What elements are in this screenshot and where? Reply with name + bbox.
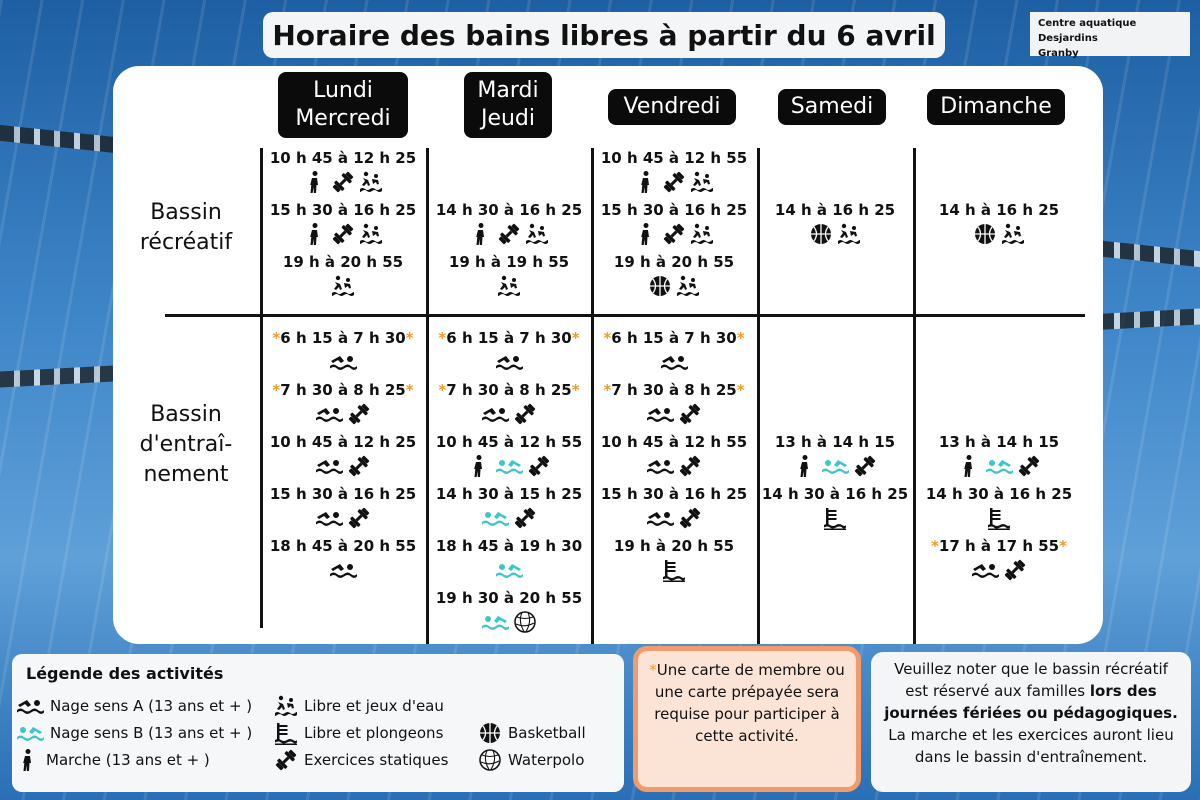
- slot-icons: [429, 452, 589, 479]
- legend-label: Marche (13 ans et + ): [46, 751, 210, 769]
- waterpolo-icon: [513, 610, 537, 634]
- slot-time: [755, 484, 915, 504]
- dumbbell-icon: [347, 454, 371, 478]
- slot-icons: [919, 504, 1079, 531]
- swim-a-icon: [329, 558, 357, 582]
- slot-icons: [429, 272, 589, 299]
- water-play-icon: [837, 222, 861, 246]
- schedule-slot: [429, 484, 589, 531]
- slot-icons: [263, 556, 423, 583]
- swim-a-icon: [315, 454, 343, 478]
- swim-b-icon: [985, 454, 1013, 478]
- slot-time: [594, 536, 754, 556]
- swim-a-icon: [646, 506, 674, 530]
- slot-icons: [263, 400, 423, 427]
- dumbbell-icon: [853, 454, 877, 478]
- note-asterisk: *: [649, 661, 657, 679]
- slot-icons: [429, 504, 589, 531]
- slot-time: [263, 328, 423, 348]
- slot-time-text: 7 h 30 à 8 h 25: [280, 381, 406, 399]
- slot-time: [755, 432, 915, 452]
- diving-icon: [274, 721, 298, 745]
- logo-city: Granby: [1038, 48, 1079, 59]
- slot-icons: [594, 556, 754, 583]
- schedule-slot: [263, 148, 423, 195]
- day-line2: Jeudi: [480, 106, 536, 131]
- dumbbell-icon: [527, 454, 551, 478]
- dumbbell-icon: [513, 506, 537, 530]
- row-label-line: Bassin: [150, 200, 222, 225]
- dumbbell-icon: [662, 222, 686, 246]
- row-label-line: d'entraî-: [139, 432, 233, 457]
- slot-time: [263, 200, 423, 220]
- slot-time-text: 14 h à 16 h 25: [774, 201, 896, 219]
- slot-icons: [263, 504, 423, 531]
- slot-time-text: 14 h à 16 h 25: [938, 201, 1060, 219]
- dumbbell-icon: [1003, 558, 1027, 582]
- slot-time: [594, 252, 754, 272]
- walk-icon: [303, 170, 327, 194]
- member-required-star: *: [1059, 537, 1067, 555]
- slot-time: [429, 380, 589, 400]
- legend-label: Nage sens B (13 ans et + ): [50, 724, 253, 742]
- swim-a-icon: [315, 506, 343, 530]
- slot-time-text: 14 h 30 à 16 h 25: [761, 485, 909, 503]
- slot-time-text: 19 h à 19 h 55: [448, 253, 570, 271]
- swim-b-icon: [495, 558, 523, 582]
- slot-icons: [919, 556, 1079, 583]
- legend-label: Libre et jeux d'eau: [304, 697, 444, 715]
- walk-icon: [634, 170, 658, 194]
- schedule-slot: [429, 380, 589, 427]
- families-note-bold: lors des journées fériées ou pédagogiques.: [884, 682, 1178, 722]
- row-label-line: Bassin: [150, 402, 222, 427]
- legend-item-swim-b: [16, 721, 252, 745]
- dumbbell-icon: [513, 402, 537, 426]
- slot-time-text: 15 h 30 à 16 h 25: [600, 485, 748, 503]
- row-label-line: récréatif: [139, 230, 233, 255]
- slot-time: [594, 328, 754, 348]
- dumbbell-icon: [331, 222, 355, 246]
- schedule-slot: [594, 432, 754, 479]
- schedule-slot: [263, 380, 423, 427]
- basketball-icon: [973, 222, 997, 246]
- water-play-icon: [274, 694, 298, 718]
- member-required-star: *: [405, 329, 414, 347]
- walk-icon: [634, 222, 658, 246]
- slot-time-text: 14 h 30 à 16 h 25: [435, 201, 583, 219]
- row-label-line: nement: [143, 462, 229, 487]
- legend-label: Nage sens A (13 ans et + ): [50, 697, 253, 715]
- schedule-slot: [429, 588, 589, 635]
- dumbbell-icon: [678, 402, 702, 426]
- schedule-slot: [429, 328, 589, 375]
- slot-time: [429, 328, 589, 348]
- legend-label: Exercices statiques: [304, 751, 449, 769]
- swim-b-icon: [481, 506, 509, 530]
- logo-name: Centre aquatique Desjardins: [1038, 18, 1137, 44]
- member-card-note: [633, 646, 861, 792]
- slot-icons: [594, 452, 754, 479]
- slot-time-text: 13 h à 14 h 15: [774, 433, 896, 451]
- slot-time-text: 18 h 45 à 19 h 30: [435, 537, 583, 555]
- member-required-star: *: [603, 329, 612, 347]
- water-play-icon: [676, 274, 700, 298]
- page-title: Horaire des bains libres à partir du 6 avril: [263, 12, 945, 58]
- schedule-slot: [594, 328, 754, 375]
- slot-time: [594, 484, 754, 504]
- member-required-star: *: [438, 329, 447, 347]
- day-header-vendredi: [608, 89, 736, 125]
- schedule-slot: [263, 200, 423, 247]
- waterpolo-icon: [478, 748, 502, 772]
- slot-time-text: 6 h 15 à 7 h 30: [446, 329, 572, 347]
- slot-time: [594, 200, 754, 220]
- dumbbell-icon: [678, 454, 702, 478]
- dumbbell-icon: [662, 170, 686, 194]
- member-required-star: *: [931, 537, 939, 555]
- slot-icons: [594, 400, 754, 427]
- slot-time: [429, 432, 589, 452]
- slot-time: [594, 432, 754, 452]
- water-play-icon: [359, 170, 383, 194]
- slot-icons: [263, 220, 423, 247]
- schedule-slot: [594, 536, 754, 583]
- legend-item-walk: [16, 748, 210, 772]
- member-required-star: *: [438, 381, 447, 399]
- swim-a-icon: [660, 350, 688, 374]
- slot-time-text: 10 h 45 à 12 h 25: [269, 149, 417, 167]
- day-header-lundi-mercredi: [278, 72, 408, 138]
- slot-time: [263, 148, 423, 168]
- slot-icons: [755, 504, 915, 531]
- slot-time: [919, 536, 1079, 556]
- slot-icons: [594, 504, 754, 531]
- slot-time-text: 18 h 45 à 20 h 55: [269, 537, 417, 555]
- swim-a-icon: [315, 402, 343, 426]
- slot-time-text: 19 h à 20 h 55: [613, 253, 735, 271]
- schedule-slot: [429, 252, 589, 299]
- day-line1: Dimanche: [940, 94, 1052, 119]
- slot-time: [919, 200, 1079, 220]
- slot-time-text: 15 h 30 à 16 h 25: [269, 201, 417, 219]
- families-note: [871, 652, 1191, 792]
- water-play-icon: [525, 222, 549, 246]
- legend-item-basketball: [478, 721, 586, 745]
- day-line1: Mardi: [477, 78, 539, 103]
- day-line1: Lundi: [313, 78, 373, 103]
- swim-a-icon: [495, 350, 523, 374]
- swim-a-icon: [646, 402, 674, 426]
- legend-label: Basketball: [508, 724, 586, 742]
- slot-icons: [429, 348, 589, 375]
- schedule-slot: [594, 252, 754, 299]
- slot-icons: [919, 220, 1079, 247]
- slot-time-text: 10 h 45 à 12 h 55: [435, 433, 583, 451]
- member-required-star: *: [736, 381, 745, 399]
- slot-icons: [594, 168, 754, 195]
- row-label-entrainement: [123, 400, 249, 490]
- schedule-slot: [755, 432, 915, 479]
- day-line1: Vendredi: [623, 94, 721, 119]
- schedule-slot: [263, 484, 423, 531]
- legend-item-water-play: [274, 694, 444, 718]
- legend-title: Légende des activités: [26, 664, 224, 683]
- slot-time: [594, 380, 754, 400]
- slot-time: [919, 484, 1079, 504]
- slot-icons: [755, 220, 915, 247]
- schedule-slot: [429, 200, 589, 247]
- slot-icons: [263, 168, 423, 195]
- schedule-slot: [429, 536, 589, 583]
- swim-b-icon: [821, 454, 849, 478]
- walk-icon: [793, 454, 817, 478]
- member-required-star: *: [272, 329, 281, 347]
- walk-icon: [303, 222, 327, 246]
- slot-time: [263, 484, 423, 504]
- slot-time-text: 15 h 30 à 16 h 25: [269, 485, 417, 503]
- dumbbell-icon: [678, 506, 702, 530]
- slot-time: [755, 200, 915, 220]
- schedule-slot: [429, 432, 589, 479]
- slot-time-text: 10 h 45 à 12 h 55: [600, 433, 748, 451]
- walk-icon: [957, 454, 981, 478]
- slot-time-text: 19 h à 20 h 55: [613, 537, 735, 555]
- member-required-star: *: [272, 381, 281, 399]
- logo: [1030, 12, 1190, 59]
- slot-time-text: 15 h 30 à 16 h 25: [600, 201, 748, 219]
- diving-icon: [662, 558, 686, 582]
- walk-icon: [16, 748, 40, 772]
- schedule-slot: [263, 432, 423, 479]
- slot-time: [263, 536, 423, 556]
- schedule-slot: [919, 200, 1079, 247]
- day-line1: Samedi: [790, 94, 874, 119]
- legend-label: Waterpolo: [508, 751, 585, 769]
- slot-time: [919, 432, 1079, 452]
- families-note-text2: La marche et les exercices auront lieu dans le bassin d'entraînement.: [888, 726, 1174, 766]
- diving-icon: [823, 506, 847, 530]
- swim-a-icon: [329, 350, 357, 374]
- legend-label: Libre et plongeons: [304, 724, 444, 742]
- water-play-icon: [359, 222, 383, 246]
- basketball-icon: [478, 721, 502, 745]
- schedule-slot: [594, 200, 754, 247]
- legend-item-swim-a: [16, 694, 252, 718]
- member-required-star: *: [736, 329, 745, 347]
- slot-time-text: 10 h 45 à 12 h 55: [600, 149, 748, 167]
- swim-a-icon: [16, 694, 44, 718]
- swim-b-icon: [495, 454, 523, 478]
- row-label-recreatif: [123, 198, 249, 258]
- walk-icon: [469, 222, 493, 246]
- member-card-text: Une carte de membre ou une carte prépayée sera requise pour participer à cette activité.: [654, 661, 845, 745]
- slot-icons: [429, 220, 589, 247]
- slot-time-text: 7 h 30 à 8 h 25: [611, 381, 737, 399]
- slot-time-text: 13 h à 14 h 15: [938, 433, 1060, 451]
- schedule-slot: [919, 432, 1079, 479]
- schedule-slot: [919, 536, 1079, 583]
- slot-time: [263, 432, 423, 452]
- water-play-icon: [497, 274, 521, 298]
- basketball-icon: [648, 274, 672, 298]
- water-play-icon: [690, 170, 714, 194]
- slot-time-text: 7 h 30 à 8 h 25: [446, 381, 572, 399]
- slot-icons: [263, 452, 423, 479]
- walk-icon: [467, 454, 491, 478]
- slot-icons: [755, 452, 915, 479]
- water-play-icon: [331, 274, 355, 298]
- member-required-star: *: [571, 329, 580, 347]
- schedule-slot: [594, 148, 754, 195]
- legend-item-diving: [274, 721, 443, 745]
- slot-time-text: 17 h à 17 h 55: [938, 537, 1060, 555]
- slot-icons: [263, 348, 423, 375]
- legend-item-waterpolo: [478, 748, 584, 772]
- water-play-icon: [1001, 222, 1025, 246]
- schedule-card: [113, 66, 1103, 644]
- schedule-slot: [755, 200, 915, 247]
- slot-icons: [594, 272, 754, 299]
- slot-icons: [429, 400, 589, 427]
- families-note-text: Veuillez noter que le bassin récréatif est réservé aux familles: [894, 660, 1168, 700]
- slot-time: [594, 148, 754, 168]
- day-header-dimanche: [927, 89, 1065, 125]
- legend-item-dumbbell: [274, 748, 448, 772]
- swim-b-icon: [481, 610, 509, 634]
- schedule-slot: [263, 328, 423, 375]
- day-line2: Mercredi: [295, 106, 391, 131]
- legend-panel: [12, 654, 624, 792]
- member-required-star: *: [571, 381, 580, 399]
- dumbbell-icon: [497, 222, 521, 246]
- slot-time: [429, 484, 589, 504]
- slot-time: [429, 536, 589, 556]
- slot-icons: [429, 556, 589, 583]
- day-header-samedi: [778, 89, 886, 125]
- slot-time-text: 19 h 30 à 20 h 55: [435, 589, 583, 607]
- slot-time-text: 10 h 45 à 12 h 25: [269, 433, 417, 451]
- member-required-star: *: [405, 381, 414, 399]
- slot-time: [429, 252, 589, 272]
- slot-time-text: 14 h 30 à 16 h 25: [925, 485, 1073, 503]
- swim-a-icon: [481, 402, 509, 426]
- slot-time-text: 6 h 15 à 7 h 30: [611, 329, 737, 347]
- swim-a-icon: [971, 558, 999, 582]
- slot-time: [263, 252, 423, 272]
- water-play-icon: [690, 222, 714, 246]
- slot-time-text: 6 h 15 à 7 h 30: [280, 329, 406, 347]
- day-header-mardi-jeudi: [464, 72, 552, 138]
- slot-icons: [594, 348, 754, 375]
- schedule-slot: [263, 536, 423, 583]
- swim-a-icon: [646, 454, 674, 478]
- slot-icons: [594, 220, 754, 247]
- grid-hline: [165, 314, 1085, 317]
- schedule-slot: [919, 484, 1079, 531]
- slot-time-text: 19 h à 20 h 55: [282, 253, 404, 271]
- dumbbell-icon: [1017, 454, 1041, 478]
- schedule-slot: [594, 484, 754, 531]
- basketball-icon: [809, 222, 833, 246]
- slot-time: [429, 588, 589, 608]
- slot-time-text: 14 h 30 à 15 h 25: [435, 485, 583, 503]
- swim-b-icon: [16, 721, 44, 745]
- slot-time: [263, 380, 423, 400]
- dumbbell-icon: [331, 170, 355, 194]
- schedule-slot: [263, 252, 423, 299]
- slot-icons: [263, 272, 423, 299]
- schedule-slot: [594, 380, 754, 427]
- dumbbell-icon: [347, 402, 371, 426]
- slot-icons: [429, 608, 589, 635]
- dumbbell-icon: [347, 506, 371, 530]
- dumbbell-icon: [274, 748, 298, 772]
- member-required-star: *: [603, 381, 612, 399]
- schedule-slot: [755, 484, 915, 531]
- slot-icons: [919, 452, 1079, 479]
- diving-icon: [987, 506, 1011, 530]
- slot-time: [429, 200, 589, 220]
